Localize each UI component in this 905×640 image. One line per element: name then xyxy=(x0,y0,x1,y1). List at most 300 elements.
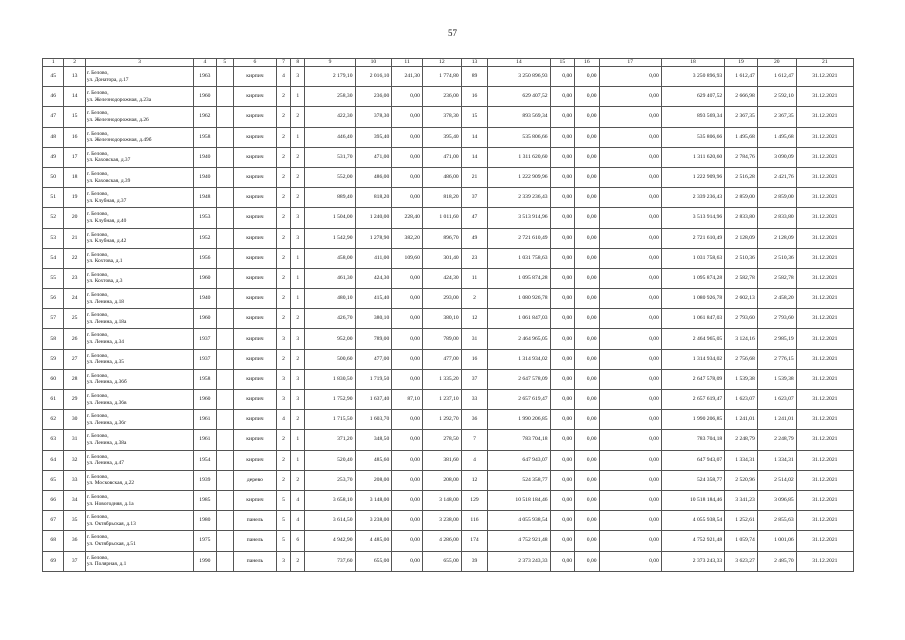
cell-c1: 58 xyxy=(43,329,64,349)
cell-c17: 0,00 xyxy=(599,349,661,369)
column-number: 21 xyxy=(796,59,853,67)
cell-c18: 1 031 758,63 xyxy=(661,248,724,268)
cell-c14: 1 061 847,03 xyxy=(488,309,550,329)
address-street: ул. Ленина, д.34 xyxy=(86,339,124,346)
column-number: 19 xyxy=(725,59,758,67)
table-row xyxy=(43,329,854,349)
cell-c18: 1 314 934,02 xyxy=(661,349,724,369)
cell-c15: 0,00 xyxy=(550,450,575,470)
cell-c7: 2 xyxy=(276,309,290,329)
cell-c6: кирпич xyxy=(233,87,276,107)
address-cell xyxy=(85,390,193,410)
cell-c6: кирпич xyxy=(233,430,276,450)
cell-c9: 258,30 xyxy=(305,87,355,107)
cell-c20: 2 458,20 xyxy=(757,289,796,309)
cell-c7: 5 xyxy=(276,531,290,551)
cell-c18: 1 095 874,28 xyxy=(661,268,724,288)
cell-c7: 2 xyxy=(276,289,290,309)
cell-c15: 0,00 xyxy=(550,329,575,349)
cell-c20: 1 539,38 xyxy=(757,369,796,389)
cell-c17: 0,00 xyxy=(599,309,661,329)
cell-c16: 0,00 xyxy=(575,329,600,349)
column-number: 4 xyxy=(194,59,216,67)
address-city: г. Белово, xyxy=(86,150,109,157)
address-cell xyxy=(85,410,193,430)
address-city: г. Белово, xyxy=(86,554,109,561)
cell-c2: 18 xyxy=(64,167,85,187)
cell-c14: 1 031 758,63 xyxy=(488,248,550,268)
address-city: г. Белово, xyxy=(86,191,109,198)
column-number: 9 xyxy=(305,59,355,67)
column-number: 11 xyxy=(392,59,423,67)
cell-c14: 4 752 921,48 xyxy=(488,531,550,551)
cell-c13: 14 xyxy=(461,127,488,147)
cell-c21: 31.12.2021 xyxy=(796,430,853,450)
address-cell xyxy=(85,511,193,531)
cell-c11: 0,00 xyxy=(392,127,423,147)
cell-c11: 0,00 xyxy=(392,369,423,389)
address-city: г. Белово, xyxy=(86,473,109,480)
address-street: ул. Клубная, д.40 xyxy=(86,217,127,224)
cell-c21: 31.12.2021 xyxy=(796,87,853,107)
table-row xyxy=(43,67,854,87)
cell-c16: 0,00 xyxy=(575,470,600,490)
cell-c15: 0,00 xyxy=(550,369,575,389)
cell-c18: 3 513 914,96 xyxy=(661,208,724,228)
cell-c10: 2 016,10 xyxy=(355,67,392,87)
cell-c12: 4 286,00 xyxy=(422,531,461,551)
cell-c7: 3 xyxy=(276,551,290,571)
cell-c19: 2 666,98 xyxy=(725,87,758,107)
cell-c11: 0,00 xyxy=(392,329,423,349)
table-row xyxy=(43,490,854,510)
cell-c13: 12 xyxy=(461,470,488,490)
cell-c19: 2 602,13 xyxy=(725,289,758,309)
cell-c14: 783 704,18 xyxy=(488,430,550,450)
cell-c20: 2 421,76 xyxy=(757,167,796,187)
cell-c2: 34 xyxy=(64,490,85,510)
cell-c17: 0,00 xyxy=(599,551,661,571)
cell-c16: 0,00 xyxy=(575,67,600,87)
cell-c6: кирпич xyxy=(233,228,276,248)
cell-c2: 32 xyxy=(64,450,85,470)
cell-c17: 0,00 xyxy=(599,289,661,309)
cell-c2: 13 xyxy=(64,67,85,87)
cell-c9: 1 752,90 xyxy=(305,390,355,410)
cell-c6: кирпич xyxy=(233,208,276,228)
address-street: ул. Ленина, д.18а xyxy=(86,318,127,325)
cell-c20: 2 128,09 xyxy=(757,228,796,248)
cell-c6: кирпич xyxy=(233,410,276,430)
cell-c8: 1 xyxy=(291,127,305,147)
cell-c13: 49 xyxy=(461,228,488,248)
cell-c13: 47 xyxy=(461,208,488,228)
cell-c14: 893 569,34 xyxy=(488,107,550,127)
address-city: г. Белово, xyxy=(86,332,109,339)
table-row xyxy=(43,127,854,147)
cell-c7: 2 xyxy=(276,127,290,147)
cell-c13: 116 xyxy=(461,511,488,531)
cell-c17: 0,00 xyxy=(599,248,661,268)
address-city: г. Белово, xyxy=(86,393,109,399)
address-city: г. Белово, xyxy=(86,130,109,137)
cell-c6: кирпич xyxy=(233,450,276,470)
cell-c4: 1956 xyxy=(194,248,216,268)
cell-c12: 1 335,20 xyxy=(422,369,461,389)
address-cell xyxy=(85,289,193,309)
address-street: ул. Кохтова, д.1 xyxy=(86,258,123,265)
cell-c4: 1937 xyxy=(194,329,216,349)
cell-c10: 486,00 xyxy=(355,167,392,187)
cell-c13: 129 xyxy=(461,490,488,510)
cell-c14: 2 339 236,43 xyxy=(488,188,550,208)
cell-c4: 1990 xyxy=(194,551,216,571)
cell-c5 xyxy=(216,208,233,228)
cell-c2: 36 xyxy=(64,531,85,551)
cell-c10: 380,10 xyxy=(355,309,392,329)
cell-c18: 4 752 921,48 xyxy=(661,531,724,551)
cell-c2: 15 xyxy=(64,107,85,127)
cell-c15: 0,00 xyxy=(550,107,575,127)
cell-c5 xyxy=(216,147,233,167)
cell-c6: кирпич xyxy=(233,369,276,389)
address-street: ул. Ленина, д.47 xyxy=(86,460,124,467)
cell-c13: 4 xyxy=(461,450,488,470)
cell-c7: 2 xyxy=(276,167,290,187)
cell-c12: 236,00 xyxy=(422,87,461,107)
cell-c1: 49 xyxy=(43,147,64,167)
cell-c19: 3 341,23 xyxy=(725,490,758,510)
cell-c1: 62 xyxy=(43,410,64,430)
cell-c8: 4 xyxy=(291,511,305,531)
table-row xyxy=(43,147,854,167)
cell-c5 xyxy=(216,87,233,107)
cell-c20: 2 248,79 xyxy=(757,430,796,450)
table-body xyxy=(43,67,854,572)
address-city: г. Белово, xyxy=(86,170,109,177)
cell-c4: 1953 xyxy=(194,208,216,228)
cell-c21: 31.12.2021 xyxy=(796,208,853,228)
cell-c10: 655,00 xyxy=(355,551,392,571)
cell-c13: 23 xyxy=(461,248,488,268)
cell-c18: 10 518 184,46 xyxy=(661,490,724,510)
cell-c16: 0,00 xyxy=(575,531,600,551)
cell-c4: 1961 xyxy=(194,430,216,450)
cell-c5 xyxy=(216,369,233,389)
cell-c9: 253,70 xyxy=(305,470,355,490)
cell-c18: 2 647 578,09 xyxy=(661,369,724,389)
cell-c14: 524 358,77 xyxy=(488,470,550,490)
cell-c1: 63 xyxy=(43,430,64,450)
cell-c17: 0,00 xyxy=(599,147,661,167)
column-number: 1 xyxy=(43,59,64,67)
cell-c13: 14 xyxy=(461,147,488,167)
cell-c19: 2 793,60 xyxy=(725,309,758,329)
cell-c5 xyxy=(216,268,233,288)
cell-c14: 4 055 938,54 xyxy=(488,511,550,531)
cell-c4: 1963 xyxy=(194,67,216,87)
column-number: 18 xyxy=(661,59,724,67)
cell-c17: 0,00 xyxy=(599,511,661,531)
cell-c6: кирпич xyxy=(233,147,276,167)
cell-c12: 896,70 xyxy=(422,228,461,248)
cell-c1: 54 xyxy=(43,248,64,268)
cell-c10: 1 637,40 xyxy=(355,390,392,410)
cell-c6: кирпич xyxy=(233,167,276,187)
column-number: 7 xyxy=(276,59,290,67)
cell-c15: 0,00 xyxy=(550,289,575,309)
cell-c17: 0,00 xyxy=(599,531,661,551)
address-city: г. Белово, xyxy=(86,493,109,500)
cell-c21: 31.12.2021 xyxy=(796,147,853,167)
cell-c7: 2 xyxy=(276,208,290,228)
table-row xyxy=(43,511,854,531)
cell-c18: 647 943,07 xyxy=(661,450,724,470)
cell-c17: 0,00 xyxy=(599,127,661,147)
cell-c21: 31.12.2021 xyxy=(796,268,853,288)
cell-c6: кирпич xyxy=(233,248,276,268)
cell-c11: 109,60 xyxy=(392,248,423,268)
cell-c8: 1 xyxy=(291,248,305,268)
address-street: ул. Ленина, д.36в xyxy=(86,399,127,406)
cell-c5 xyxy=(216,228,233,248)
address-city: г. Белово, xyxy=(86,413,109,420)
cell-c12: 471,00 xyxy=(422,147,461,167)
cell-c21: 31.12.2021 xyxy=(796,531,853,551)
cell-c14: 1 311 620,60 xyxy=(488,147,550,167)
cell-c2: 26 xyxy=(64,329,85,349)
address-cell xyxy=(85,268,193,288)
cell-c9: 737,60 xyxy=(305,551,355,571)
cell-c16: 0,00 xyxy=(575,390,600,410)
cell-c8: 2 xyxy=(291,349,305,369)
address-cell xyxy=(85,551,193,571)
page-number: 57 xyxy=(448,28,457,38)
cell-c4: 1962 xyxy=(194,107,216,127)
cell-c9: 552,00 xyxy=(305,167,355,187)
cell-c17: 0,00 xyxy=(599,450,661,470)
cell-c19: 1 612,47 xyxy=(725,67,758,87)
cell-c21: 31.12.2021 xyxy=(796,289,853,309)
cell-c8: 1 xyxy=(291,289,305,309)
table-row xyxy=(43,228,854,248)
cell-c9: 446,40 xyxy=(305,127,355,147)
cell-c8: 2 xyxy=(291,147,305,167)
cell-c15: 0,00 xyxy=(550,490,575,510)
cell-c20: 2 859,00 xyxy=(757,188,796,208)
cell-c10: 477,00 xyxy=(355,349,392,369)
address-city: г. Белово, xyxy=(86,90,109,97)
cell-c11: 228,40 xyxy=(392,208,423,228)
cell-c12: 378,30 xyxy=(422,107,461,127)
cell-c7: 3 xyxy=(276,390,290,410)
cell-c9: 1 830,50 xyxy=(305,369,355,389)
cell-c10: 4 485,00 xyxy=(355,531,392,551)
cell-c16: 0,00 xyxy=(575,551,600,571)
cell-c9: 531,70 xyxy=(305,147,355,167)
cell-c14: 535 806,66 xyxy=(488,127,550,147)
cell-c18: 4 055 938,54 xyxy=(661,511,724,531)
cell-c5 xyxy=(216,531,233,551)
cell-c2: 25 xyxy=(64,309,85,329)
cell-c4: 1985 xyxy=(194,490,216,510)
cell-c21: 31.12.2021 xyxy=(796,309,853,329)
address-street: ул. Железнодорожная, д.26 xyxy=(86,116,149,123)
cell-c17: 0,00 xyxy=(599,67,661,87)
cell-c4: 1939 xyxy=(194,470,216,490)
cell-c2: 28 xyxy=(64,369,85,389)
cell-c18: 1 990 206,85 xyxy=(661,410,724,430)
cell-c5 xyxy=(216,309,233,329)
cell-c20: 2 855,63 xyxy=(757,511,796,531)
cell-c11: 0,00 xyxy=(392,289,423,309)
cell-c5 xyxy=(216,289,233,309)
cell-c5 xyxy=(216,188,233,208)
cell-c9: 500,60 xyxy=(305,349,355,369)
cell-c10: 1 603,70 xyxy=(355,410,392,430)
cell-c13: 37 xyxy=(461,369,488,389)
cell-c6: кирпич xyxy=(233,349,276,369)
cell-c6: кирпич xyxy=(233,67,276,87)
cell-c8: 4 xyxy=(291,490,305,510)
address-street: ул. Каховская, д.37 xyxy=(86,157,131,164)
cell-c19: 1 334,31 xyxy=(725,450,758,470)
cell-c1: 66 xyxy=(43,490,64,510)
cell-c6: кирпич xyxy=(233,309,276,329)
address-street: ул. Октябрьская, д.51 xyxy=(86,540,136,547)
cell-c19: 2 128,09 xyxy=(725,228,758,248)
cell-c10: 208,00 xyxy=(355,470,392,490)
cell-c9: 889,40 xyxy=(305,188,355,208)
cell-c5 xyxy=(216,167,233,187)
column-number-row xyxy=(43,59,854,67)
cell-c9: 1 715,50 xyxy=(305,410,355,430)
cell-c15: 0,00 xyxy=(550,167,575,187)
cell-c21: 31.12.2021 xyxy=(796,390,853,410)
cell-c13: 174 xyxy=(461,531,488,551)
cell-c17: 0,00 xyxy=(599,208,661,228)
cell-c4: 1975 xyxy=(194,531,216,551)
address-city: г. Белово, xyxy=(86,110,109,117)
cell-c19: 2 248,79 xyxy=(725,430,758,450)
cell-c16: 0,00 xyxy=(575,107,600,127)
cell-c7: 5 xyxy=(276,511,290,531)
cell-c14: 1 095 874,28 xyxy=(488,268,550,288)
cell-c10: 378,30 xyxy=(355,107,392,127)
cell-c4: 1937 xyxy=(194,349,216,369)
cell-c7: 4 xyxy=(276,410,290,430)
cell-c12: 1 292,70 xyxy=(422,410,461,430)
cell-c13: 12 xyxy=(461,309,488,329)
cell-c18: 2 464 965,05 xyxy=(661,329,724,349)
cell-c18: 2 373 243,33 xyxy=(661,551,724,571)
cell-c12: 278,50 xyxy=(422,430,461,450)
cell-c5 xyxy=(216,511,233,531)
cell-c6: кирпич xyxy=(233,329,276,349)
table-row xyxy=(43,349,854,369)
cell-c1: 69 xyxy=(43,551,64,571)
address-street: ул. Ленина, д.18 xyxy=(86,298,124,305)
cell-c1: 56 xyxy=(43,289,64,309)
cell-c21: 31.12.2021 xyxy=(796,329,853,349)
cell-c8: 2 xyxy=(291,107,305,127)
cell-c9: 2 179,10 xyxy=(305,67,355,87)
address-city: г. Белово, xyxy=(86,70,109,76)
cell-c19: 1 252,61 xyxy=(725,511,758,531)
table-row xyxy=(43,167,854,187)
cell-c2: 29 xyxy=(64,390,85,410)
cell-c12: 486,00 xyxy=(422,167,461,187)
table-row xyxy=(43,107,854,127)
cell-c7: 2 xyxy=(276,248,290,268)
cell-c8: 2 xyxy=(291,551,305,571)
cell-c4: 1961 xyxy=(194,410,216,430)
cell-c2: 33 xyxy=(64,470,85,490)
cell-c8: 2 xyxy=(291,410,305,430)
cell-c17: 0,00 xyxy=(599,490,661,510)
cell-c8: 1 xyxy=(291,450,305,470)
cell-c5 xyxy=(216,450,233,470)
address-street: ул. Каховская, д.39 xyxy=(86,177,131,184)
cell-c10: 348,50 xyxy=(355,430,392,450)
cell-c6: кирпич xyxy=(233,268,276,288)
cell-c19: 1 623,07 xyxy=(725,390,758,410)
cell-c11: 0,00 xyxy=(392,470,423,490)
cell-c20: 1 334,31 xyxy=(757,450,796,470)
cell-c18: 535 806,66 xyxy=(661,127,724,147)
cell-c8: 3 xyxy=(291,228,305,248)
cell-c11: 0,00 xyxy=(392,410,423,430)
cell-c15: 0,00 xyxy=(550,470,575,490)
cell-c17: 0,00 xyxy=(599,87,661,107)
cell-c16: 0,00 xyxy=(575,349,600,369)
cell-c15: 0,00 xyxy=(550,390,575,410)
column-number: 20 xyxy=(757,59,796,67)
cell-c2: 21 xyxy=(64,228,85,248)
address-cell xyxy=(85,87,193,107)
cell-c9: 3 658,10 xyxy=(305,490,355,510)
cell-c21: 31.12.2021 xyxy=(796,511,853,531)
address-city: г. Белово, xyxy=(86,534,109,541)
cell-c4: 1940 xyxy=(194,289,216,309)
address-cell xyxy=(85,470,193,490)
cell-c20: 2 592,10 xyxy=(757,87,796,107)
address-city: г. Белово, xyxy=(86,514,109,521)
cell-c16: 0,00 xyxy=(575,309,600,329)
cell-c1: 55 xyxy=(43,268,64,288)
cell-c2: 35 xyxy=(64,511,85,531)
cell-c20: 1 241,01 xyxy=(757,410,796,430)
cell-c18: 1 061 847,03 xyxy=(661,309,724,329)
cell-c13: 37 xyxy=(461,188,488,208)
cell-c12: 3 238,00 xyxy=(422,511,461,531)
cell-c14: 1 314 934,02 xyxy=(488,349,550,369)
cell-c16: 0,00 xyxy=(575,228,600,248)
cell-c1: 60 xyxy=(43,369,64,389)
cell-c4: 1958 xyxy=(194,369,216,389)
cell-c11: 87,10 xyxy=(392,390,423,410)
cell-c10: 818,20 xyxy=(355,188,392,208)
cell-c6: кирпич xyxy=(233,107,276,127)
cell-c4: 1980 xyxy=(194,511,216,531)
cell-c12: 1 011,60 xyxy=(422,208,461,228)
cell-c16: 0,00 xyxy=(575,289,600,309)
cell-c2: 30 xyxy=(64,410,85,430)
cell-c13: 39 xyxy=(461,551,488,571)
column-number: 15 xyxy=(550,59,575,67)
cell-c19: 2 784,76 xyxy=(725,147,758,167)
address-street: ул. Ленина, д.38а xyxy=(86,439,127,446)
